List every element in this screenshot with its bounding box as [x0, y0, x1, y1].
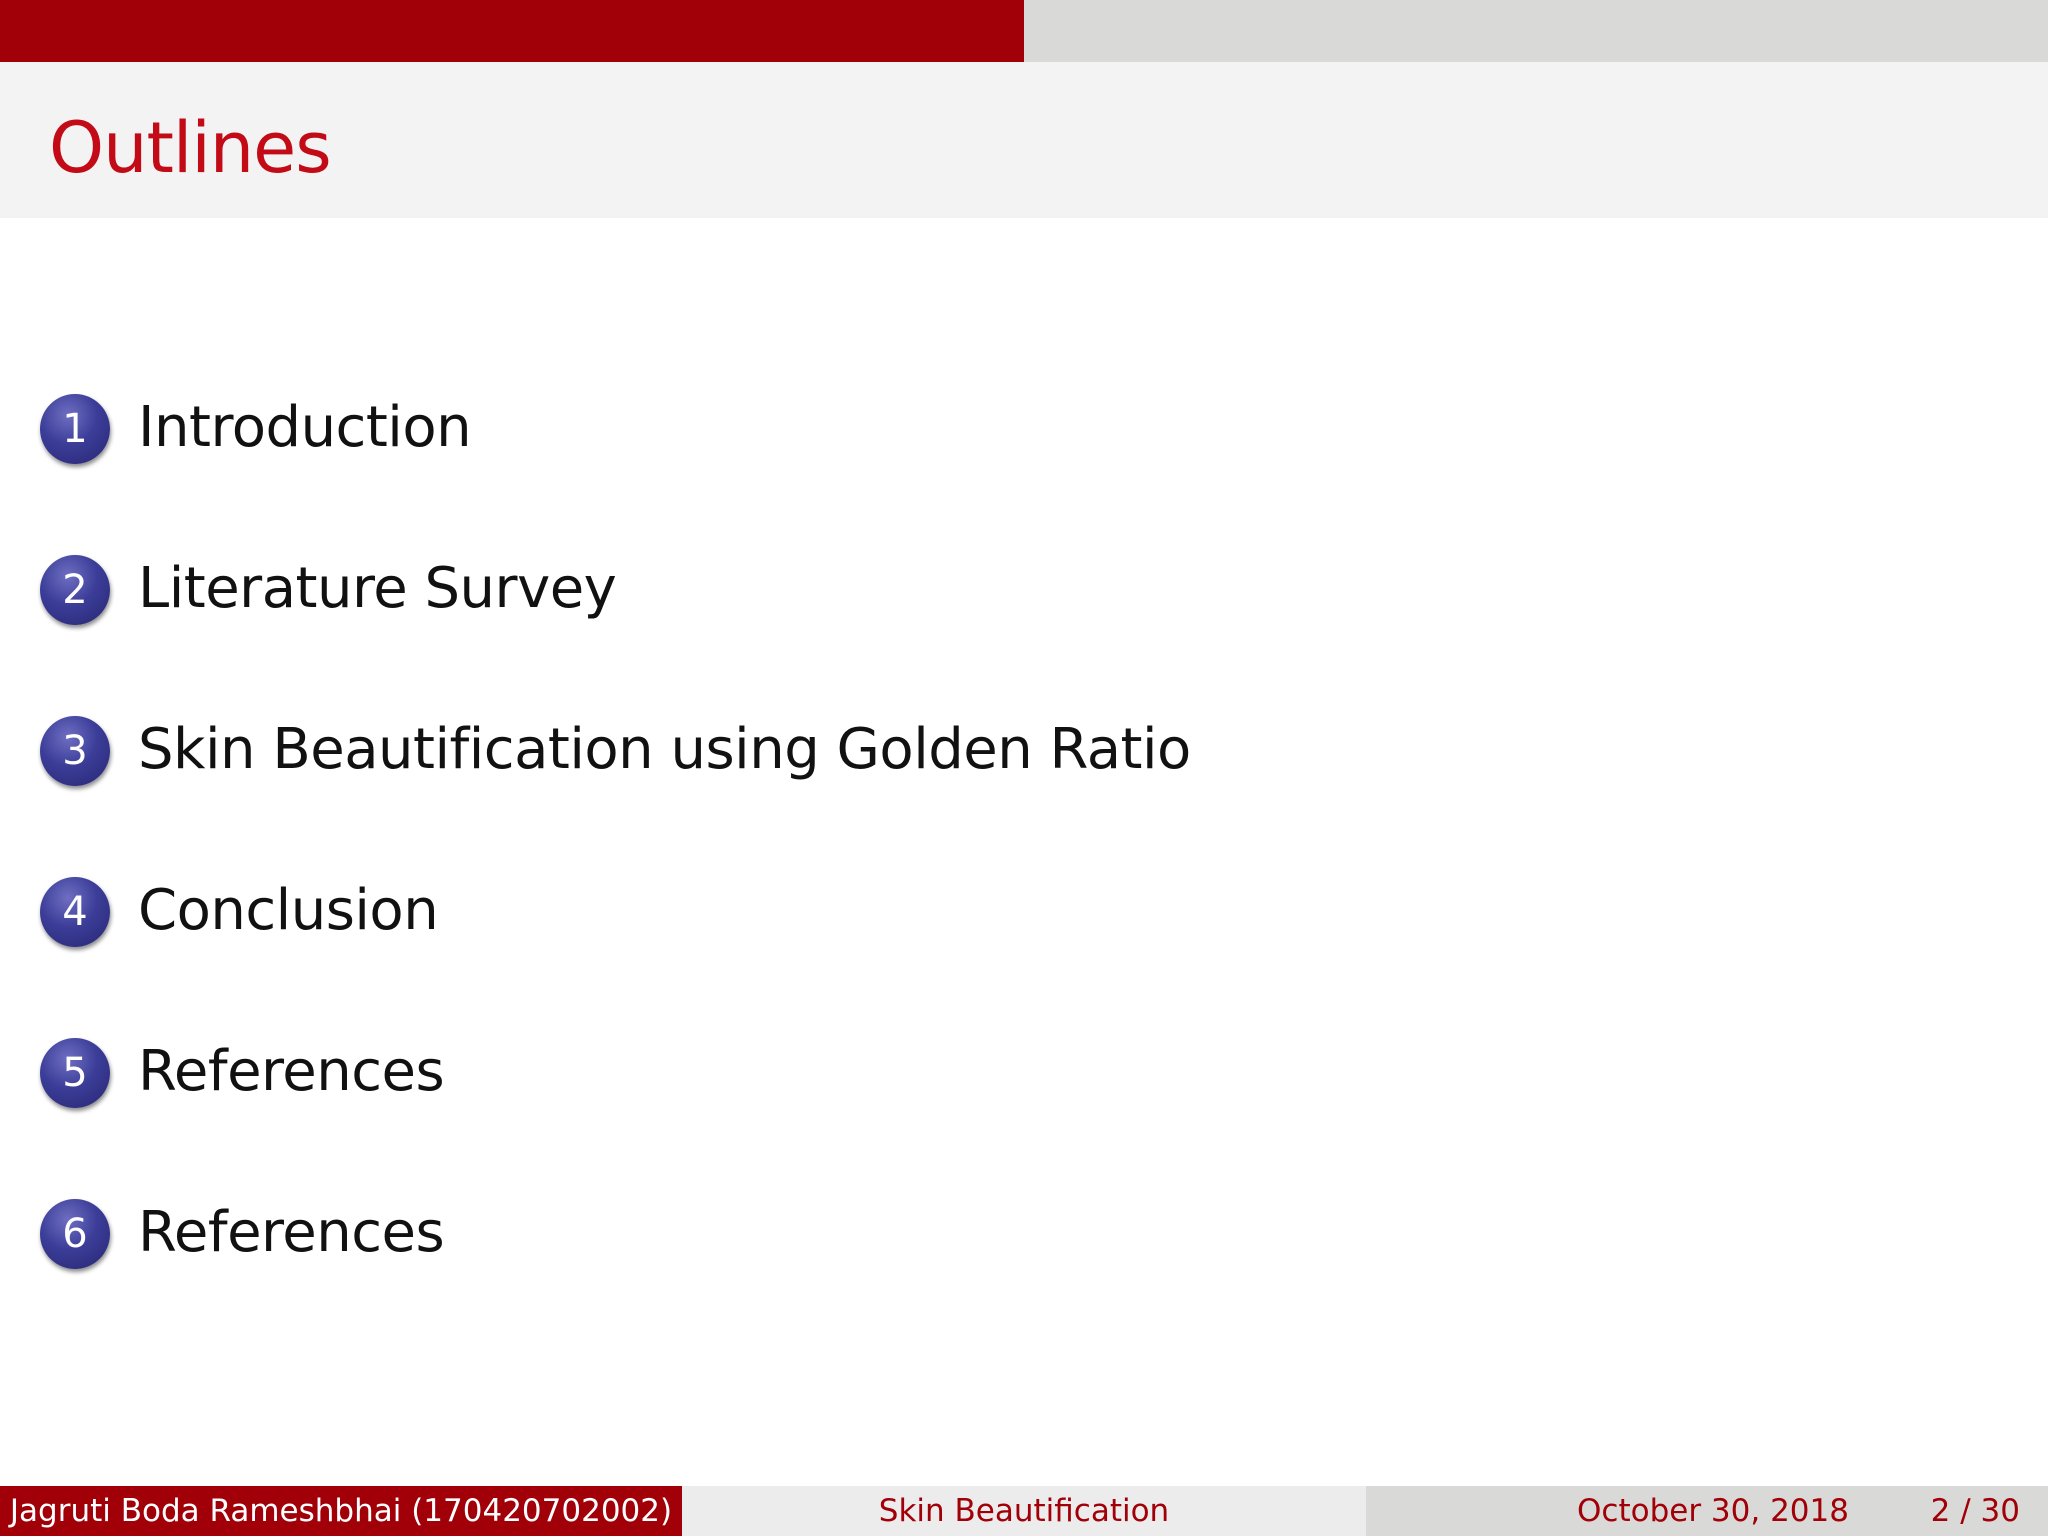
outline-item-label: References	[138, 1039, 445, 1104]
number-bullet-icon: 5	[40, 1038, 110, 1108]
outline-item-label: Introduction	[138, 395, 472, 460]
outline-item-label: Conclusion	[138, 878, 439, 943]
number-bullet-icon: 1	[40, 394, 110, 464]
footer	[0, 1486, 2048, 1536]
footer-date: October 30, 2018	[1577, 1493, 1849, 1529]
outline-item-skin-beautification[interactable]	[40, 716, 1440, 788]
page-title: Outlines	[49, 107, 331, 189]
footer-date-page	[1366, 1486, 2048, 1536]
footer-short-title: Skin Beautification	[682, 1486, 1366, 1536]
number-bullet-icon: 2	[40, 555, 110, 625]
footer-author: Jagruti Boda Rameshbhai (170420702002)	[0, 1486, 682, 1536]
number-bullet-icon: 3	[40, 716, 110, 786]
outline-item-label: References	[138, 1200, 445, 1265]
outline-item-conclusion[interactable]	[40, 877, 1440, 949]
number-bullet-icon: 6	[40, 1199, 110, 1269]
outline-item-introduction[interactable]	[40, 394, 1440, 466]
progress-fill	[0, 0, 1024, 62]
outline-item-label: Skin Beautification using Golden Ratio	[138, 717, 1191, 782]
number-bullet-icon: 4	[40, 877, 110, 947]
outline-item-references[interactable]	[40, 1038, 1440, 1110]
outline-item-references-2[interactable]	[40, 1199, 1440, 1271]
outline-item-literature-survey[interactable]	[40, 555, 1440, 627]
outline-item-label: Literature Survey	[138, 556, 617, 621]
top-progress-bar	[0, 0, 2048, 62]
page-number: 2 / 30	[1930, 1493, 2020, 1529]
